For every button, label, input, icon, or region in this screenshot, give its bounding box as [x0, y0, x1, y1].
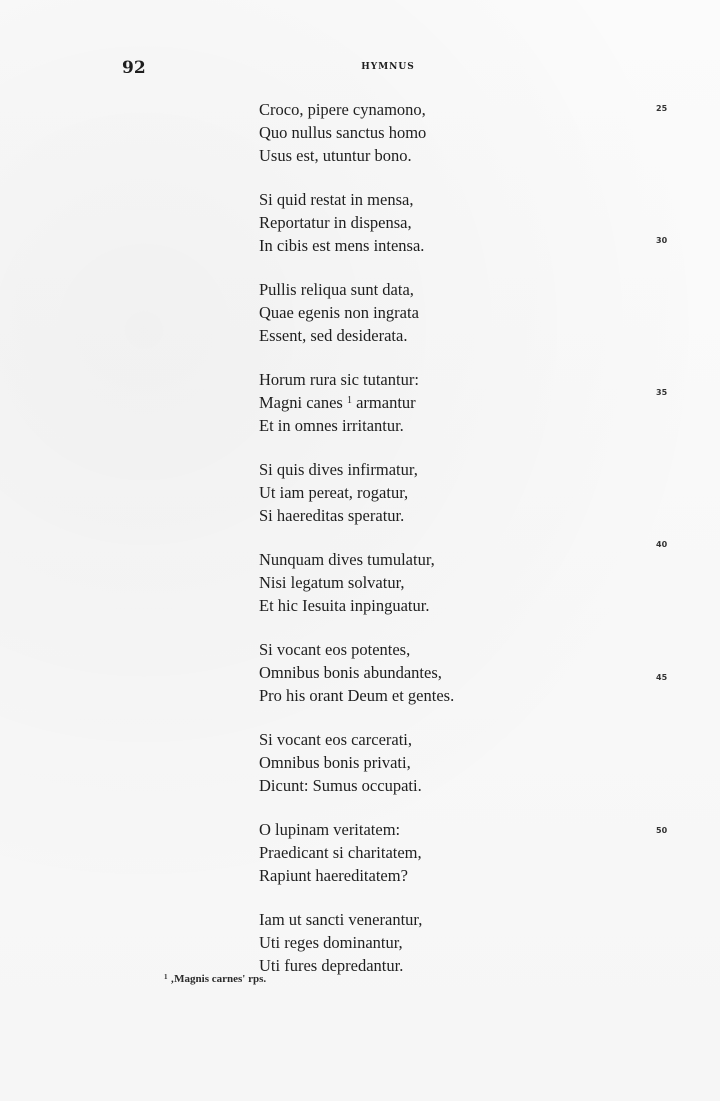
verse-line: Quae egenis non ingrata	[259, 303, 419, 322]
verse-line: Croco, pipere cynamono,	[259, 100, 426, 119]
line-number: 40	[656, 540, 668, 549]
stanza	[259, 908, 559, 977]
stanza	[259, 548, 559, 617]
line-number: 50	[656, 826, 668, 835]
verse-line: Pro his orant Deum et gentes.	[259, 686, 455, 705]
stanza	[259, 278, 559, 347]
verse-line: Usus est, utuntur bono.	[259, 146, 412, 165]
verse-line: Pullis reliqua sunt data,	[259, 280, 414, 299]
footnote-reference[interactable]: 1	[346, 395, 352, 406]
verse-line: Reportatur in dispensa,	[259, 213, 412, 232]
verse-line: Dicunt: Sumus occupati.	[259, 776, 422, 795]
line-number: 45	[656, 673, 668, 682]
stanza	[259, 98, 559, 167]
verse-line: Praedicant si charitatem,	[259, 843, 422, 862]
page-number: 92	[122, 58, 146, 78]
verse-line: Quo nullus sanctus homo	[259, 123, 427, 142]
verse-line: Ut iam pereat, rogatur,	[259, 483, 409, 502]
footnote	[164, 973, 266, 985]
verse-line: Horum rura sic tutantur:	[259, 370, 419, 389]
verse-line: Nisi legatum solvatur,	[259, 573, 405, 592]
verse-line: Et hic Iesuita inpinguatur.	[259, 596, 430, 615]
verse-line: Si haereditas speratur.	[259, 506, 405, 525]
verse-line: In cibis est mens intensa.	[259, 236, 425, 255]
stanza	[259, 368, 559, 437]
verse-line: Et in omnes irritantur.	[259, 416, 404, 435]
running-head: HYMNUS	[361, 62, 415, 72]
stanza	[259, 818, 559, 887]
verse-line: Rapiunt haereditatem?	[259, 866, 408, 885]
line-number: 25	[656, 104, 668, 113]
verse-line: Omnibus bonis privati,	[259, 753, 411, 772]
verse-line: Si quis dives infirmatur,	[259, 460, 418, 479]
verse-line: Si quid restat in mensa,	[259, 190, 414, 209]
verse-line-text: Magni canes	[259, 393, 343, 412]
stanza	[259, 188, 559, 257]
poem-body	[259, 98, 559, 998]
verse-line: Omnibus bonis abundantes,	[259, 663, 442, 682]
verse-line: Si vocant eos potentes,	[259, 640, 411, 659]
verse-line-text: armantur	[351, 393, 416, 412]
verse-line: Nunquam dives tumulatur,	[259, 550, 435, 569]
stanza	[259, 728, 559, 797]
line-number: 30	[656, 236, 668, 245]
verse-line: Si vocant eos carcerati,	[259, 730, 413, 749]
verse-line-with-footnote	[259, 391, 559, 414]
stanza	[259, 638, 559, 707]
stanza	[259, 458, 559, 527]
verse-line: Uti reges dominantur,	[259, 933, 403, 952]
verse-line: Uti fures depredantur.	[259, 956, 404, 975]
line-number: 35	[656, 388, 668, 397]
verse-line: Iam ut sancti venerantur,	[259, 910, 423, 929]
verse-line: O lupinam veritatem:	[259, 820, 401, 839]
verse-line: Essent, sed desiderata.	[259, 326, 408, 345]
footnote-text: ‚Magnis carnes' rps.	[170, 973, 267, 985]
footnote-marker: 1	[164, 973, 168, 981]
